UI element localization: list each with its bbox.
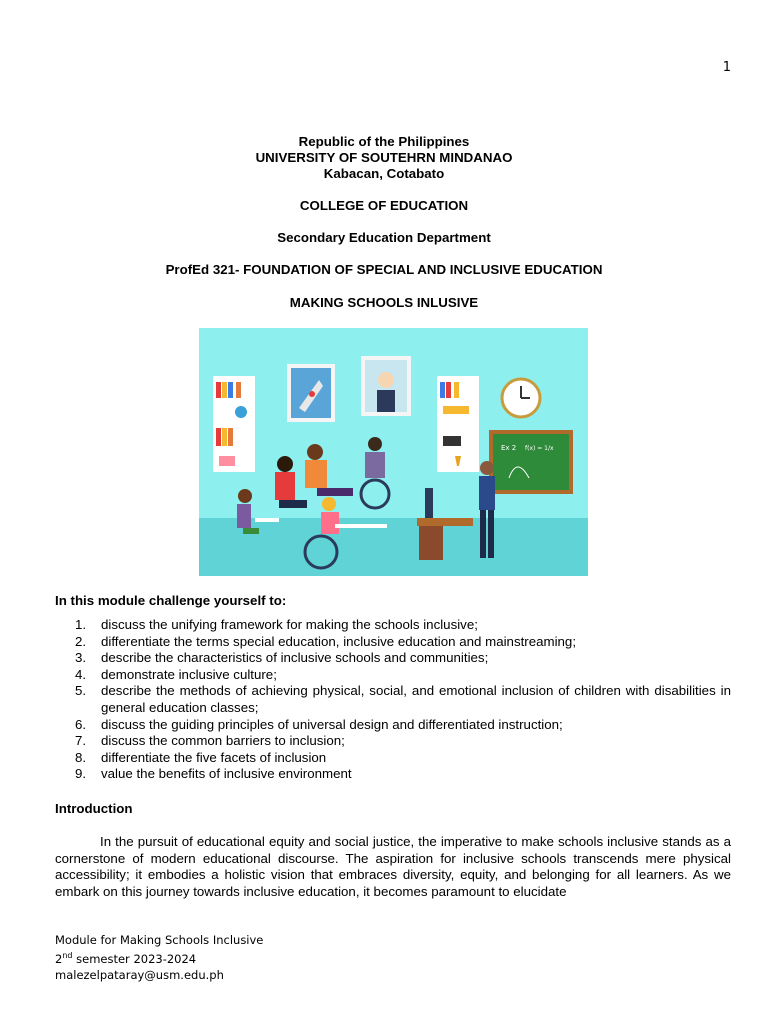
- footer-semester-suffix: nd: [62, 951, 73, 960]
- list-item-number: 9.: [75, 766, 87, 782]
- rocket-picture: [287, 364, 335, 422]
- list-item: [55, 717, 731, 734]
- board-ex-text: Ex 2: [501, 444, 517, 452]
- list-item-text: value the benefits of inclusive environment: [101, 766, 352, 782]
- list-item: [55, 683, 731, 716]
- list-item-text: differentiate the terms special education, inclusive education and mainstreaming;: [101, 633, 577, 649]
- footer-email: malezelpataray@usm.edu.ph: [55, 967, 224, 982]
- introduction-paragraph: In the pursuit of educational equity and social justice, the imperative to make schools inclusive stands as a cornerstone of modern educational discourse. The aspiration for inclusive schools transcends mere physical accessibility; it embodies a holistic vision that embraces diversity, equity, and belonging for all learners. As we embark on this journey towards inclusive education, it becomes paramount to elucidate: [55, 834, 731, 899]
- list-item-text: discuss the common barriers to inclusion;: [101, 733, 345, 749]
- board-formula-text: f(x) = 1/x: [525, 445, 554, 452]
- list-item-number: 7.: [75, 733, 87, 749]
- objectives-heading: In this module challenge yourself to:: [55, 593, 287, 608]
- list-item-number: 6.: [75, 716, 87, 732]
- list-item-text: describe the methods of achieving physical, social, and emotional inclusion of children with disabilities in general education classes;: [101, 683, 731, 715]
- list-item: [55, 634, 731, 651]
- list-item: [55, 766, 731, 783]
- list-item: [55, 650, 731, 667]
- header-republic: Republic of the Philippines: [298, 134, 470, 149]
- document-header: [0, 134, 768, 182]
- list-item-text: demonstrate inclusive culture;: [101, 666, 277, 682]
- right-bookshelf: [437, 376, 479, 472]
- department-title: Secondary Education Department: [277, 230, 491, 245]
- list-item: [55, 667, 731, 684]
- left-bookshelf: [213, 376, 255, 472]
- list-item-number: 2.: [75, 633, 87, 649]
- footer-semester-text: semester 2023-2024: [72, 951, 197, 966]
- list-item-number: 3.: [75, 650, 87, 666]
- course-title: ProfEd 321- FOUNDATION OF SPECIAL AND INCLUSIVE EDUCATION: [165, 262, 603, 277]
- footer-module: Module for Making Schools Inclusive: [55, 933, 264, 947]
- footer-semester: [55, 948, 263, 967]
- footer-semester-number: 2: [55, 951, 63, 966]
- page-footer: [55, 932, 263, 983]
- list-item-number: 1.: [75, 617, 87, 632]
- illustration-floor: [199, 518, 588, 576]
- wall-clock: [502, 379, 540, 417]
- list-item-text: describe the characteristics of inclusive schools and communities;: [101, 650, 489, 666]
- introduction-heading: Introduction: [55, 801, 133, 816]
- student-desk: [335, 524, 387, 528]
- list-item: [55, 750, 731, 767]
- page-number: 1: [722, 60, 731, 75]
- list-item: [55, 733, 731, 750]
- list-item-text: differentiate the five facets of inclusion: [101, 749, 327, 765]
- list-item-text: discuss the guiding principles of universal design and differentiated instruction;: [101, 716, 563, 732]
- chalkboard: [489, 430, 573, 494]
- classroom-illustration: [199, 328, 588, 576]
- list-item-number: 5.: [75, 683, 87, 699]
- header-university: UNIVERSITY OF SOUTEHRN MINDANAO: [255, 150, 513, 165]
- module-title: MAKING SCHOOLS INLUSIVE: [289, 295, 479, 310]
- college-title: COLLEGE OF EDUCATION: [299, 198, 469, 213]
- teacher-picture: [361, 356, 411, 416]
- list-item-number: 4.: [75, 666, 87, 682]
- list-item-text: discuss the unifying framework for making the schools inclusive;: [101, 617, 478, 632]
- objectives-list: [55, 617, 731, 783]
- header-location: Kabacan, Cotabato: [323, 166, 445, 181]
- list-item-number: 8.: [75, 749, 87, 765]
- list-item: [55, 617, 731, 634]
